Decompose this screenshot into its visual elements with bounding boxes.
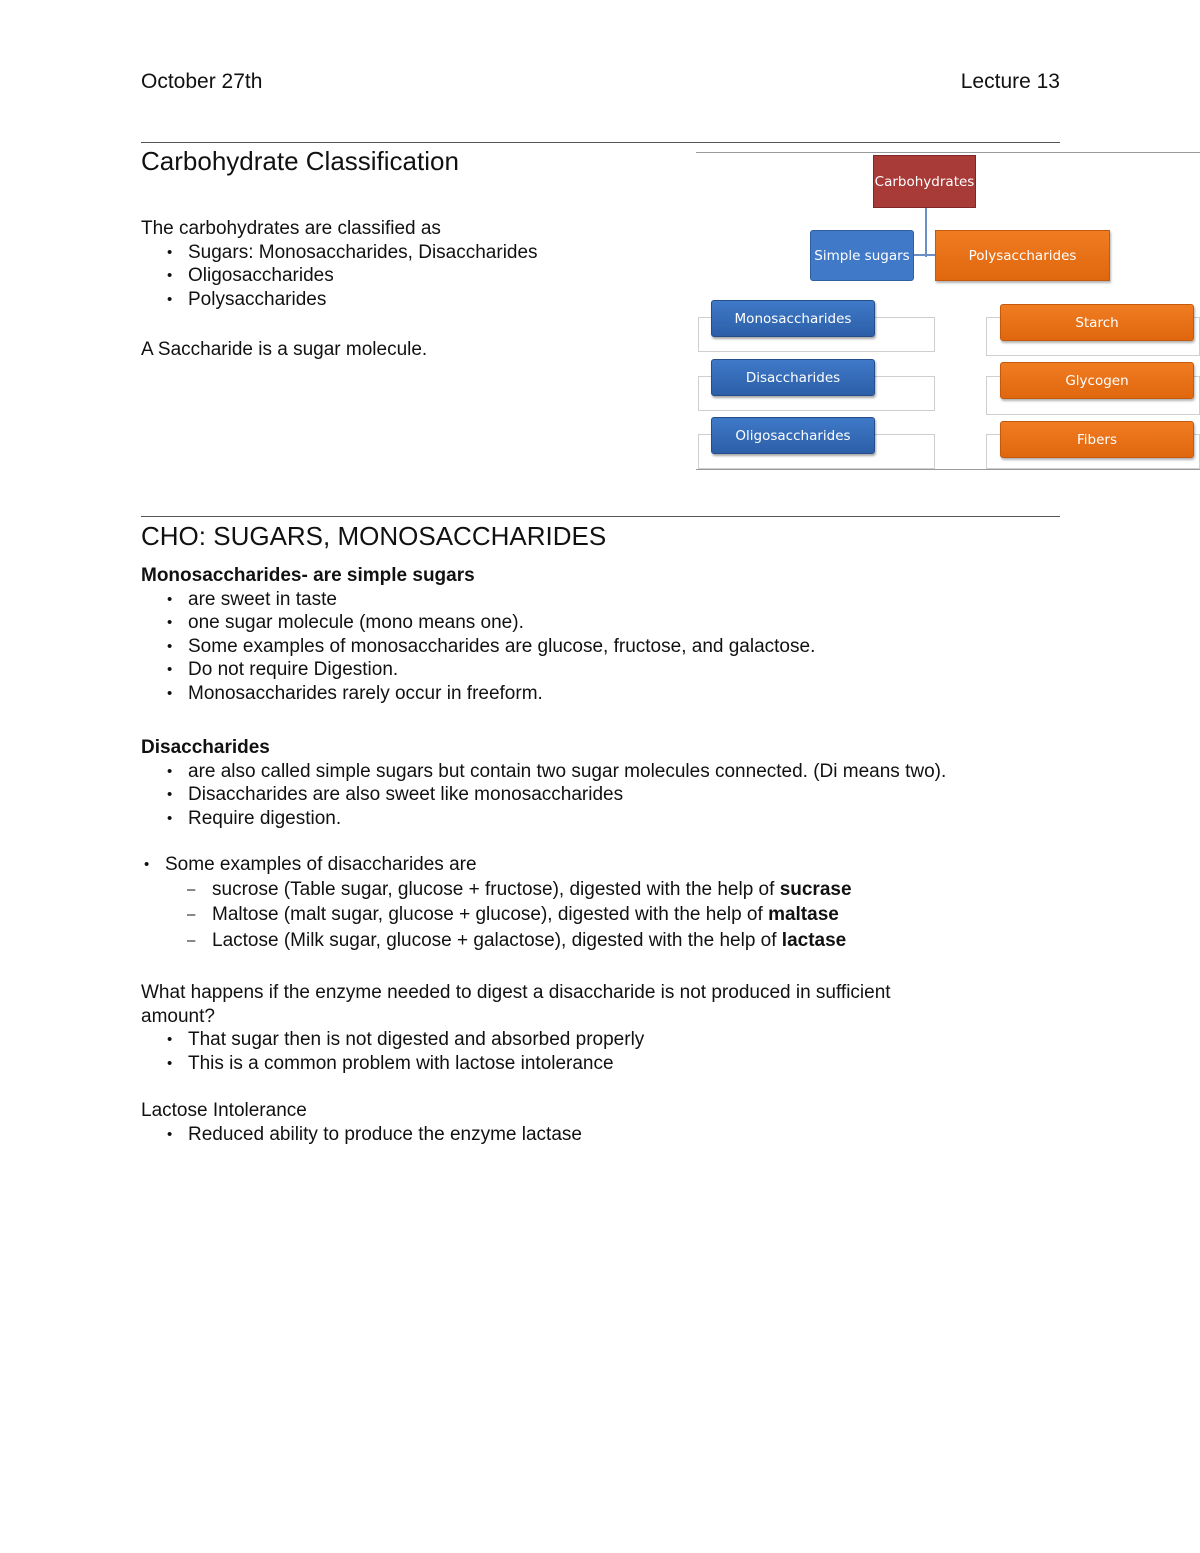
- list-item: • one sugar molecule (mono means one).: [188, 611, 1141, 635]
- di-heading: Disaccharides: [141, 737, 270, 758]
- list-item: • Sugars: Monosaccharides, Disaccharides: [188, 241, 681, 265]
- list-item: • Monosaccharides rarely occur in freeform.: [188, 682, 1141, 706]
- examples-list: [141, 877, 1141, 954]
- lactose-list: [141, 1123, 1141, 1147]
- list-item: • are also called simple sugars but contain two sugar molecules connected. (Di means two).: [188, 760, 1141, 784]
- node-monosaccharides: Monosaccharides: [711, 300, 875, 337]
- list-item: [212, 928, 1141, 954]
- diagram-top-border: [696, 152, 1200, 153]
- mono-list: [141, 588, 1141, 706]
- list-item: • Do not require Digestion.: [188, 658, 1141, 682]
- enzyme-name: lactase: [781, 929, 847, 951]
- question-list: [141, 1028, 1141, 1075]
- node-glycogen: Glycogen: [1000, 362, 1194, 399]
- list-item: • Some examples of monosaccharides are glucose, fructose, and galactose.: [188, 635, 1141, 659]
- classification-intro: The carbohydrates are classified as: [141, 218, 441, 239]
- lecture-label: Lecture 13: [960, 70, 1060, 93]
- carbohydrate-diagram: [696, 150, 1200, 472]
- section-title-classification: Carbohydrate Classification: [141, 146, 459, 176]
- list-item: • This is a common problem with lactose intolerance: [188, 1052, 1141, 1076]
- list-item: [212, 902, 1141, 928]
- di-list: [141, 760, 1141, 831]
- classification-list: [141, 241, 681, 312]
- section-title-monosaccharides: CHO: SUGARS, MONOSACCHARIDES: [141, 521, 607, 551]
- divider: [141, 516, 1060, 517]
- list-item: [212, 877, 1141, 903]
- examples-block: [141, 853, 1141, 953]
- list-item: • Oligosaccharides: [188, 264, 681, 288]
- mono-heading: Monosaccharides- are simple sugars: [141, 565, 475, 586]
- list-item: • Require digestion.: [188, 807, 1141, 831]
- list-item: • are sweet in taste: [188, 588, 1141, 612]
- saccharide-definition: A Saccharide is a sugar molecule.: [141, 339, 428, 360]
- classification-body: [141, 217, 681, 311]
- node-polysaccharides: Polysaccharides: [935, 230, 1110, 281]
- list-item: • Disaccharides are also sweet like monosaccharides: [188, 783, 1141, 807]
- divider: [141, 142, 1060, 143]
- question-line: What happens if the enzyme needed to digest a disaccharide is not produced in sufficient: [141, 982, 891, 1003]
- example-text: Lactose (Milk sugar, glucose + galactose), digested with the help of: [212, 929, 782, 951]
- lactose-heading: Lactose Intolerance: [141, 1100, 307, 1121]
- node-fibers: Fibers: [1000, 421, 1194, 458]
- question-line: amount?: [141, 1005, 215, 1027]
- list-item: • Reduced ability to produce the enzyme lactase: [188, 1123, 1141, 1147]
- enzyme-name: maltase: [768, 904, 839, 926]
- node-disaccharides: Disaccharides: [711, 359, 875, 396]
- node-simple-sugars: Simple sugars: [810, 230, 914, 281]
- question-block: [141, 981, 1141, 1075]
- examples-intro-list: [141, 853, 1141, 877]
- list-item: • Polysaccharides: [188, 288, 681, 312]
- node-oligosaccharides: Oligosaccharides: [711, 417, 875, 454]
- connector: [925, 207, 927, 257]
- node-carbohydrates: Carbohydrates: [873, 155, 976, 208]
- node-starch: Starch: [1000, 304, 1194, 341]
- diagram-bottom-border: [696, 469, 1200, 470]
- list-item: • Some examples of disaccharides are: [165, 853, 1141, 877]
- example-text: sucrose (Table sugar, glucose + fructose), digested with the help of: [212, 878, 780, 900]
- enzyme-name: sucrase: [779, 878, 852, 900]
- example-text: Maltose (malt sugar, glucose + glucose), digested with the help of: [212, 904, 769, 926]
- monosaccharides-block: [141, 564, 1141, 706]
- lactose-block: [141, 1099, 1141, 1146]
- date-label: October 27th: [141, 70, 263, 93]
- list-item: • That sugar then is not digested and absorbed properly: [188, 1028, 1141, 1052]
- disaccharides-block: [141, 736, 1141, 830]
